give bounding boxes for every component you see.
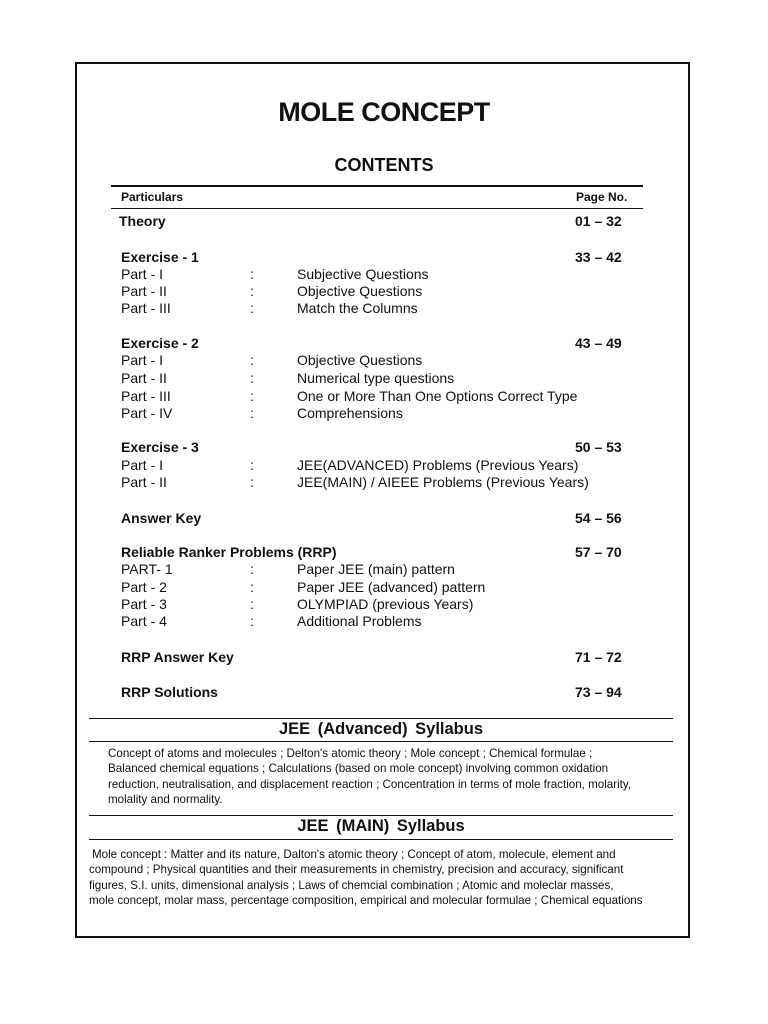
row-separator: : — [250, 579, 254, 595]
row-separator: : — [250, 561, 254, 577]
row-separator: : — [250, 283, 254, 299]
table-row — [0, 457, 768, 475]
row-separator: : — [250, 352, 254, 368]
syllabus-rule-top — [89, 718, 673, 719]
row-description: Match the Columns — [297, 300, 418, 316]
row-label: Part - 2 — [121, 579, 167, 595]
row-description: One or More Than One Options Correct Type — [297, 388, 578, 404]
table-row — [0, 613, 768, 631]
row-separator: : — [250, 457, 254, 473]
table-row — [0, 561, 768, 579]
row-label: Part - II — [121, 370, 167, 386]
row-page-range: 71 – 72 — [575, 649, 622, 665]
table-row — [0, 370, 768, 388]
row-separator: : — [250, 388, 254, 404]
row-label: RRP Answer Key — [121, 649, 234, 665]
table-row — [0, 596, 768, 614]
row-description: Comprehensions — [297, 405, 403, 421]
row-description: Paper JEE (main) pattern — [297, 561, 455, 577]
table-row — [0, 266, 768, 284]
row-description: Paper JEE (advanced) pattern — [297, 579, 486, 595]
table-top-rule — [111, 185, 643, 187]
row-label: Part - I — [121, 352, 164, 368]
row-page-range: 50 – 53 — [575, 439, 622, 455]
main-syllabus-heading: JEE (MAIN) Syllabus — [297, 817, 465, 835]
table-row — [0, 579, 768, 597]
row-label: Part - III — [121, 300, 171, 316]
row-label: PART- 1 — [121, 561, 173, 577]
table-row — [0, 405, 768, 423]
row-description: Subjective Questions — [297, 266, 429, 282]
row-description: Objective Questions — [297, 283, 423, 299]
table-row — [0, 213, 768, 231]
table-row — [0, 335, 768, 353]
syllabus-line: compound ; Physical quantities and their measurements in chemistry, precision and accuracy, significant — [89, 863, 624, 877]
syllabus-rule-main-bottom — [89, 839, 673, 840]
syllabus-line: Mole concept : Matter and its nature, Dalton's atomic theory ; Concept of atom, molecule, element and — [92, 848, 616, 861]
row-separator: : — [250, 613, 254, 629]
row-separator: : — [250, 405, 254, 421]
row-label: Exercise - 3 — [121, 439, 199, 455]
row-separator: : — [250, 370, 254, 386]
table-row — [0, 249, 768, 267]
row-page-range: 33 – 42 — [575, 249, 622, 265]
row-label: Part - III — [121, 388, 171, 404]
row-page-range: 57 – 70 — [575, 544, 622, 560]
table-row — [0, 300, 768, 318]
table-header-rule — [111, 208, 643, 209]
contents-heading: CONTENTS — [334, 155, 434, 175]
syllabus-line: Balanced chemical equations ; Calculations (based on mole concept) involving common oxidation — [108, 762, 609, 776]
page-title: MOLE CONCEPT — [278, 97, 490, 127]
row-label: Part - IV — [121, 405, 173, 421]
row-page-range: 54 – 56 — [575, 510, 622, 526]
row-label: Exercise - 2 — [121, 335, 199, 351]
row-description: JEE(ADVANCED) Problems (Previous Years) — [297, 457, 579, 473]
row-label: Part - I — [121, 266, 164, 282]
row-description: Numerical type questions — [297, 370, 455, 386]
syllabus-rule-main-top — [89, 815, 673, 816]
row-page-range: 73 – 94 — [575, 684, 622, 700]
row-separator: : — [250, 474, 254, 490]
row-label: Answer Key — [121, 510, 202, 526]
row-label: Part - I — [121, 457, 164, 473]
syllabus-line: molality and normality. — [108, 793, 223, 807]
row-page-range: 43 – 49 — [575, 335, 622, 351]
row-label: Exercise - 1 — [121, 249, 199, 265]
table-row — [0, 544, 768, 562]
header-particulars: Particulars — [121, 190, 184, 204]
syllabus-rule-mid — [89, 741, 673, 742]
row-label: Part - II — [121, 283, 167, 299]
row-separator: : — [250, 266, 254, 282]
table-row — [0, 510, 768, 528]
syllabus-line: Concept of atoms and molecules ; Delton's atomic theory ; Mole concept ; Chemical formulae ; — [108, 747, 593, 760]
advanced-syllabus-heading: JEE (Advanced) Syllabus — [278, 720, 484, 738]
row-description: JEE(MAIN) / AIEEE Problems (Previous Years) — [297, 474, 589, 490]
row-separator: : — [250, 596, 254, 612]
table-row — [0, 388, 768, 406]
row-separator: : — [250, 300, 254, 316]
row-description: Objective Questions — [297, 352, 423, 368]
table-row — [0, 649, 768, 667]
advanced-syllabus-text — [108, 746, 631, 808]
syllabus-line: reduction, neutralisation, and displacement reaction ; Concentration in terms of mole fraction, molarity, — [108, 777, 632, 791]
row-label: Theory — [119, 213, 166, 229]
row-description: OLYMPIAD (previous Years) — [297, 596, 474, 612]
row-label: Reliable Ranker Problems (RRP) — [121, 544, 337, 560]
row-label: Part - II — [121, 474, 167, 490]
row-page-range: 01 – 32 — [575, 213, 622, 229]
main-syllabus-text — [89, 847, 643, 909]
syllabus-line: figures, S.I. units, dimensional analysis ; Laws of chemcial combination ; Atomic and moleclar masses, — [89, 878, 614, 892]
row-label: Part - 4 — [121, 613, 167, 629]
table-row — [0, 283, 768, 301]
table-row — [0, 684, 768, 702]
row-label: RRP Solutions — [121, 684, 218, 700]
row-description: Additional Problems — [297, 613, 422, 629]
row-label: Part - 3 — [121, 596, 167, 612]
table-row — [0, 352, 768, 370]
syllabus-line: mole concept, molar mass, percentage composition, empirical and molecular formulae ; Chemical equations — [89, 894, 643, 908]
header-page-no: Page No. — [576, 190, 628, 204]
table-row — [0, 474, 768, 492]
table-row — [0, 439, 768, 457]
